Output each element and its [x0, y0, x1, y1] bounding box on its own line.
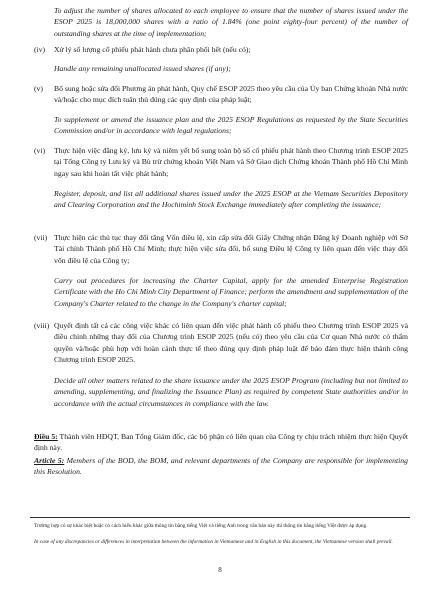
article5-vi-label: Điều 5:	[34, 432, 58, 441]
item-vii-marker: (vii)	[34, 233, 48, 242]
article5-en-text: Members of the BOD, the BOM, and relevant departments of the Company are responsible for implementing this Resolution.	[34, 456, 408, 477]
item-vi-vi-text: Thực hiện việc đăng ký, lưu ký và niêm yết bổ sung toàn bộ số cổ phiếu phát hành theo Chương trình ESOP 2025 tại Tổng Công ty Lưu ký và Bù trừ chứng khoán Việt Nam và Sở Giao dịch Chứng khoán Thành phố Hồ Chí Minh ngay sau khi hoàn tất việc phát hành;	[54, 146, 408, 178]
item-iv-vi-text: Xử lý số lượng cổ phiếu phát hành chưa phân phối hết (nếu có);	[54, 45, 251, 54]
article5-vi	[34, 431, 408, 454]
item-iv-marker: (iv)	[34, 45, 46, 54]
article5-en-label: Article 5:	[34, 456, 65, 465]
footnote-vi: Trường hợp có sự khác biệt hoặc có cách hiểu khác giữa thông tin bằng tiếng Việt và tiếng Anh trong văn bản này thì thông tin bằng tiếng Việt được áp dụng.	[34, 523, 368, 529]
item-vii-vi-text: Thực hiện các thủ tục thay đổi tăng Vốn điều lệ, xin cấp sửa đổi Giấy Chứng nhận Đăng ký Doanh nghiệp với Sở Tài chính Thành phố Hồ Chí Minh; thực hiện việc sửa đổi, bổ sung Điều lệ Công ty liên quan đến việc thay đổi vốn điều lệ của Công ty;	[54, 233, 408, 265]
article5-en	[34, 455, 408, 478]
item-v-en-text: To supplement or amend the issuance plan and the 2025 ESOP Regulations as requested by the State Securities Commission and/or in accordance with legal regulations;	[54, 115, 408, 136]
article5-vi-text: Thành viên HĐQT, Ban Tổng Giám đốc, các bộ phận có liên quan của Công ty chịu trách nhiệm thực hiện Quyết định này.	[34, 432, 408, 453]
item-viii-vi-text: Quyết định tất cả các công việc khác có liên quan đến việc phát hành cổ phiếu theo Chương trình ESOP 2025 và điều chỉnh những thay đổi của Chương trình ESOP 2025 (nếu có) theo yêu cầu của Cơ quan Nhà nước có thẩm quyền và/hoặc phù hợp với hoàn cảnh thực tế theo đúng quy định pháp luật để bảo đảm thực hiện thành công Chương trình ESOP 2025.	[54, 321, 408, 364]
item-viii-marker: (viii)	[34, 321, 50, 330]
item-vi-marker: (vi)	[34, 146, 46, 155]
item-v-marker: (v)	[34, 84, 43, 93]
item-iv-en-text: Handle any remaining unallocated issued shares (if any);	[54, 64, 231, 73]
item-vii-en-text: Carry out procedures for increasing the Charter Capital, apply for the amended Enterprise Registration Certificate with the Ho Chi Minh City Department of Finance; perform the amendment and supplementation of the Company's Charter related to the change in the Company's charter capital;	[54, 276, 408, 308]
footnote-divider	[30, 517, 410, 518]
footnote-en: In case of any discrepancies or differences in interpretation between the information in Vietnamese and in English in this document, the Vietnamese version shall prevail.	[34, 539, 393, 545]
item-v-vi-text: Bổ sung hoặc sửa đổi Phương án phát hành, Quy chế ESOP 2025 theo yêu cầu của Ủy ban Chứng khoán Nhà nước và/hoặc cho mục đích tuân thủ đúng các quy định của pháp luật;	[54, 84, 408, 105]
page-number: 8	[218, 566, 222, 574]
intro-en-text: To adjust the number of shares allocated to each employee to ensure that the number of shares issued under the ESOP 2025 is 18,000,000 shares with a ratio of 1.84% (one point eighty-four percent) of the number of outstanding shares at the time of implementation;	[54, 6, 408, 38]
item-viii-en-text: Decide all other matters related to the share issuance under the 2025 ESOP Program (including but not limited to amending, supplementing, and finalizing the Issuance Plan) as required by competent State authorities and/or in accordance with the actual circumstances in compliance with the law.	[54, 376, 408, 408]
item-vi-en-text: Register, deposit, and list all additional shares issued under the 2025 ESOP at the Vietnam Securities Depository and Clearing Corporation and the Hochiminh Stock Exchange immediately after completing the issuance;	[54, 189, 408, 210]
